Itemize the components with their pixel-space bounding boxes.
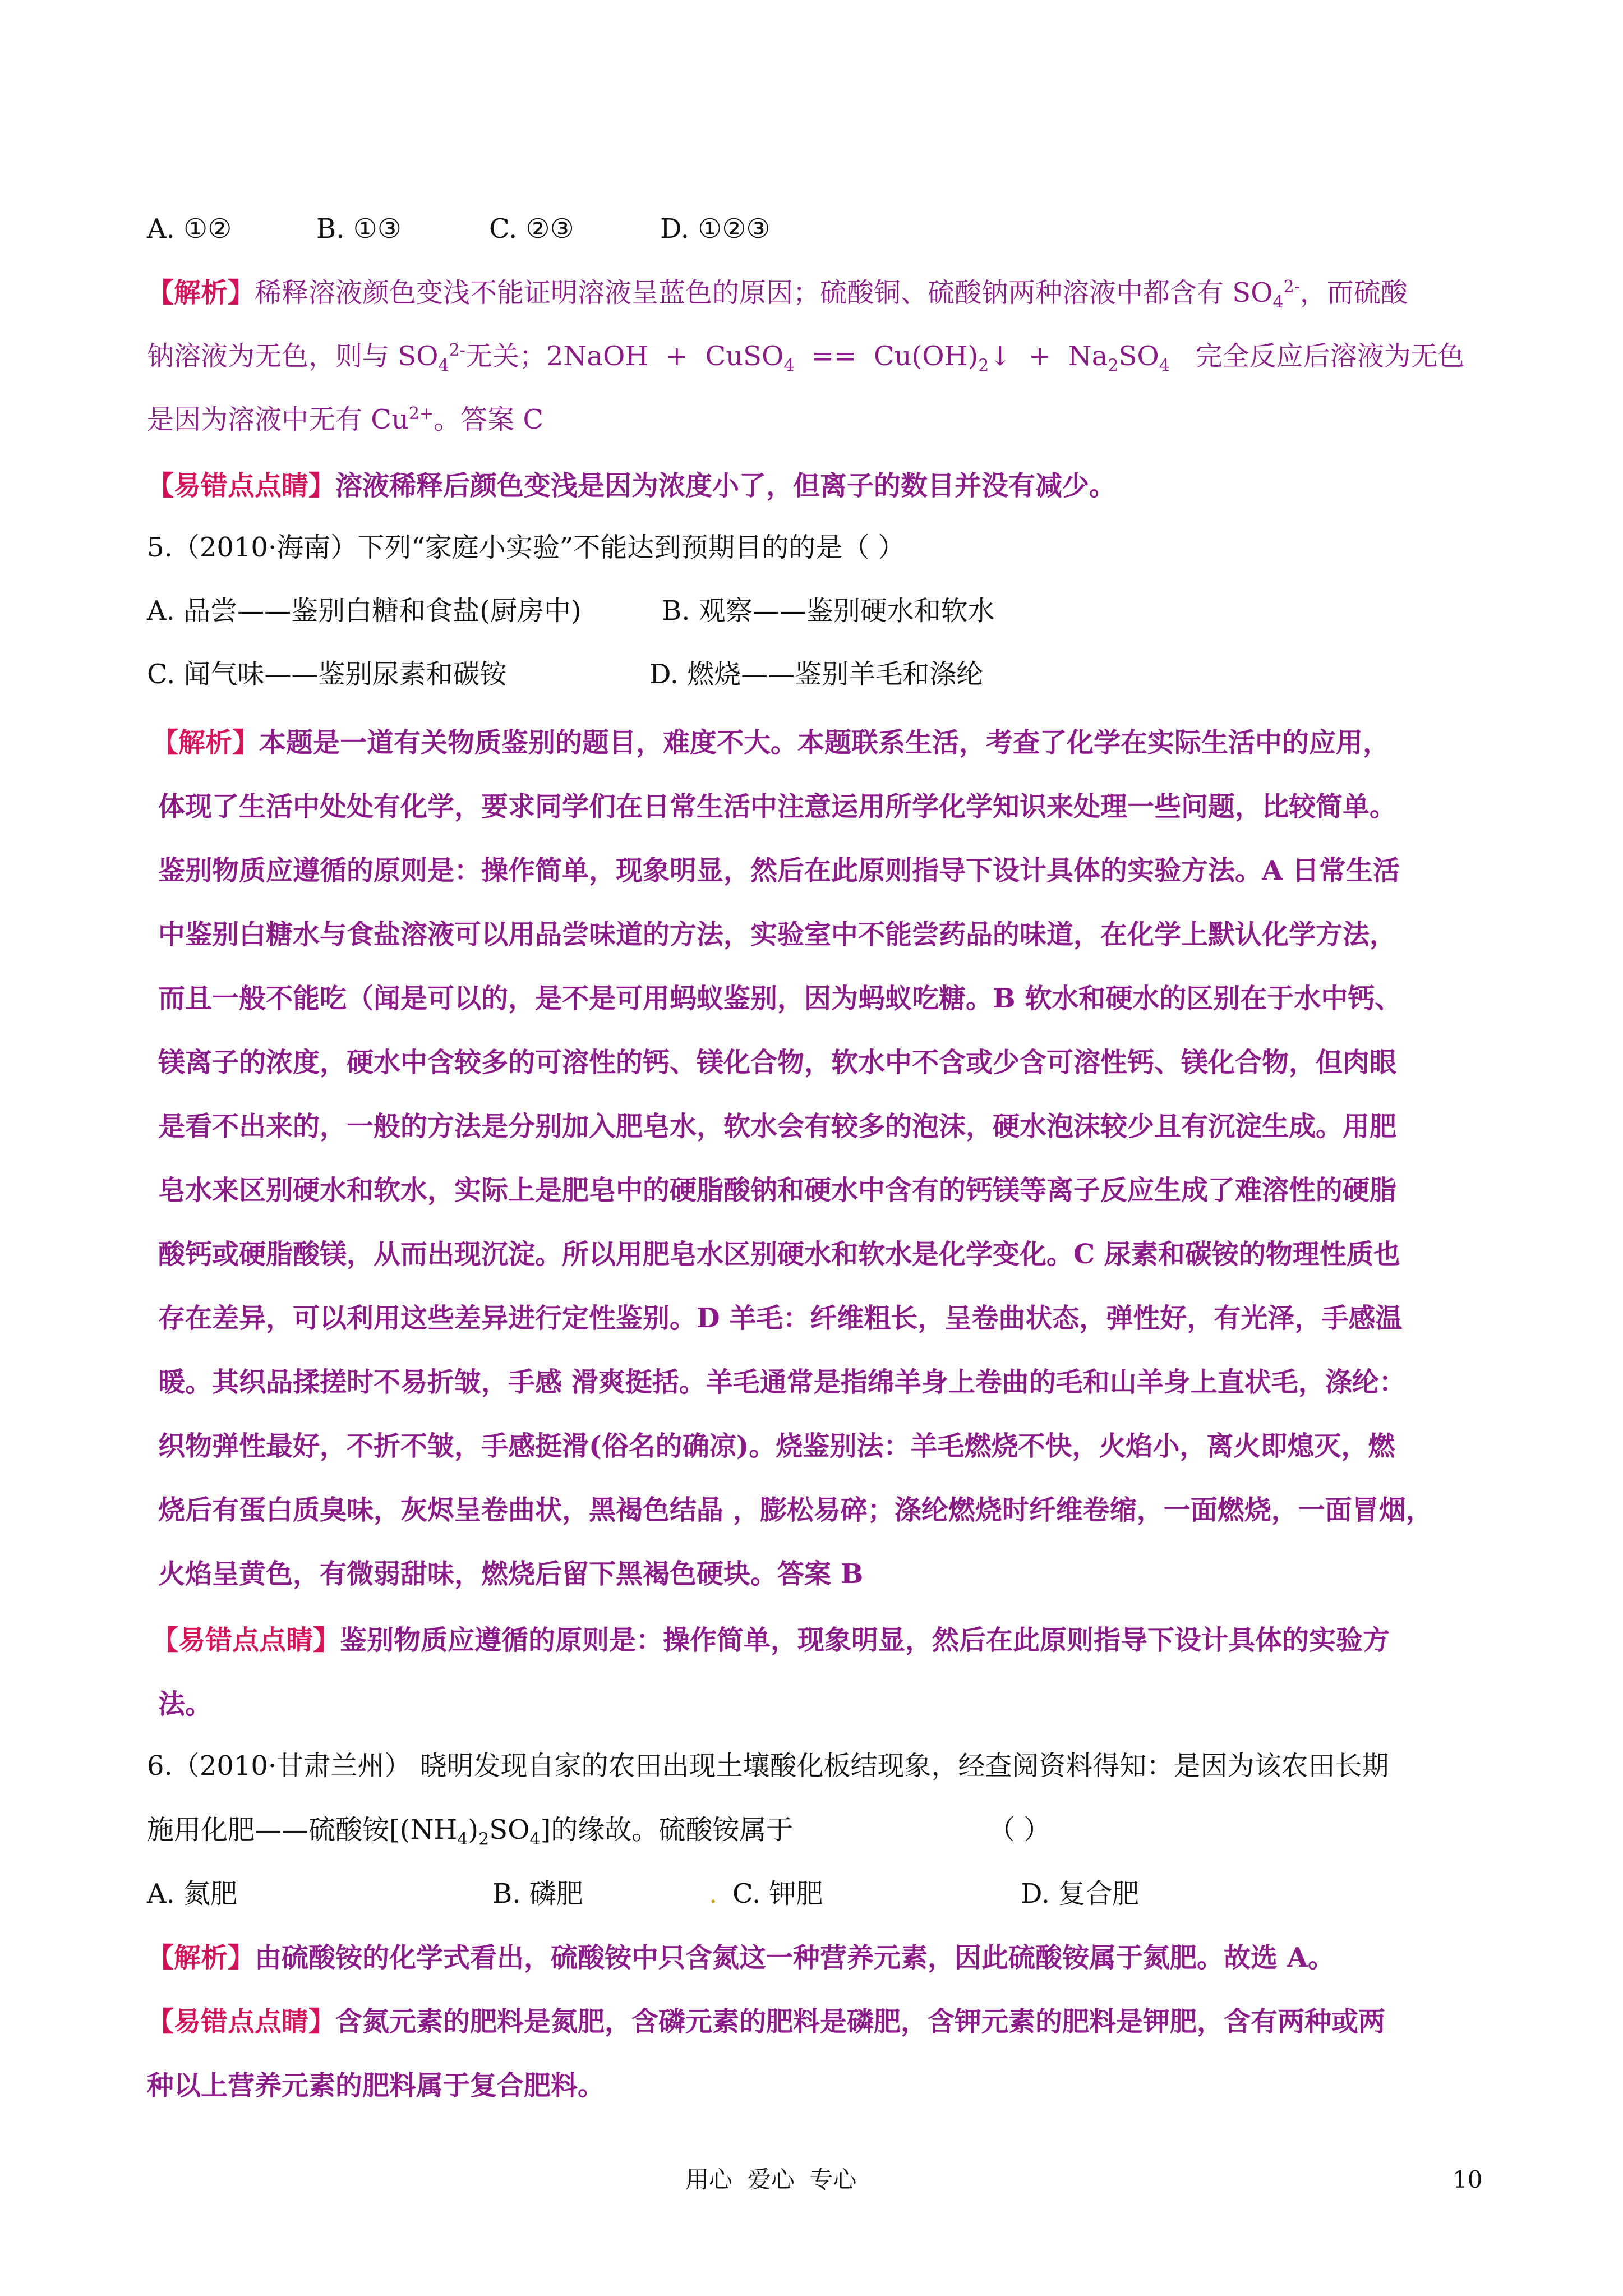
q6-stem-line-1: 6.（2010·甘肃兰州） 晓明发现自家的农田出现土壤酸化板结现象，经查阅资料得知：是因为该农田长期 — [147, 1750, 1389, 1782]
q5-analysis-line: 鉴别物质应遵循的原则是：操作简单，现象明显，然后在此原则指导下设计具体的实验方法。A 日常生活 — [158, 855, 1400, 886]
q4-option-b: B. ①③ — [316, 213, 402, 245]
q6-stem-line-2: 施用化肥——硫酸铵$[(NH_4)_2SO_4]$的缘故。硫酸铵属于 （ ） — [147, 1814, 1051, 1849]
q4-tip-text: 溶液稀释后颜色变浅是因为浓度小了，但离子的数目并没有减少。 — [335, 470, 1117, 501]
footer-motto: 用心 爱心 专心 — [685, 2166, 857, 2193]
q5-tip-tag: 【易错点点睛】 — [151, 1625, 340, 1656]
q6-tip-tag: 【易错点点睛】 — [147, 2006, 336, 2037]
q4-analysis-line-3: 是因为溶液中无有 $Cu^{2+}$。答案 C — [147, 404, 544, 435]
q6-tip-line-1 — [147, 2005, 1385, 2039]
q5-analysis-line: 存在差异，可以利用这些差异进行定性鉴别。D 羊毛：纤维粗长，呈卷曲状态，弹性好，有光泽，手感温 — [158, 1303, 1403, 1334]
q6-option-c: C. 钾肥 — [732, 1878, 823, 1910]
q6-analysis-text: 由硫酸铵的化学式看出，硫酸铵中只含氮这一种营养元素，因此硫酸铵属于氮肥。故选 A。 — [255, 1942, 1335, 1973]
q5-analysis-line: 而且一般不能吃（闻是可以的，是不是可用蚂蚁鉴别，因为蚂蚁吃糖。B 软水和硬水的区别在于水中钙、 — [158, 983, 1402, 1014]
page-number: 10 — [1453, 2166, 1483, 2193]
q5-analysis-line: 织物弹性最好，不折不皱，手感挺滑(俗名的确凉)。烧鉴别法：羊毛燃烧不快，火焰小，离火即熄灭，燃 — [158, 1430, 1395, 1462]
q6-analysis — [147, 1941, 1335, 1975]
q6-option-d: D. 复合肥 — [1021, 1878, 1140, 1910]
q4-option-c: C. ②③ — [489, 213, 574, 245]
q5-analysis-line: 中鉴别白糖水与食盐溶液可以用品尝味道的方法，实验室中不能尝药品的味道，在化学上默认化学方法， — [158, 919, 1397, 950]
q5-tip-text: 鉴别物质应遵循的原则是：操作简单，现象明显，然后在此原则指导下设计具体的实验方 — [340, 1625, 1390, 1656]
q5-analysis-line: 酸钙或硬脂酸镁，从而出现沉淀。所以用肥皂水区别硬水和软水是化学变化。C 尿素和碳铵的物理性质也 — [158, 1239, 1400, 1270]
q6-tip-line-2: 种以上营养元素的肥料属于复合肥料。 — [147, 2070, 605, 2101]
q5-option-d: D. 燃烧——鉴别羊毛和涤纶 — [649, 659, 984, 690]
q5-option-b: B. 观察——鉴别硬水和软水 — [662, 595, 995, 627]
q6-stray-dot: . — [709, 1878, 718, 1910]
q5-analysis-line: 镁离子的浓度，硬水中含较多的可溶性的钙、镁化合物，软水中不含或少含可溶性钙、镁化合物，但肉眼 — [158, 1047, 1397, 1078]
q5-analysis-line: 体现了生活中处处有化学，要求同学们在日常生活中注意运用所学化学知识来处理一些问题，比较简单。 — [158, 791, 1397, 822]
q5-stem: 5.（2010·海南）下列“家庭小实验”不能达到预期目的的是（ ） — [147, 532, 905, 563]
q4-option-d: D. ①②③ — [660, 213, 771, 245]
q4-analysis-line-2: 钠溶液为无色，则与 $SO_4^{2-}$无关；2NaOH + CuSO$_4$ == $Cu(OH)_2↓ + Na_2SO_4$ 完全反应后溶液为无色 — [147, 341, 1465, 376]
q6-tip-text: 含氮元素的肥料是氮肥，含磷元素的肥料是磷肥，含钾元素的肥料是钾肥，含有两种或两 — [335, 2006, 1386, 2037]
q5-tip-line-2: 法。 — [158, 1688, 213, 1720]
q5-analysis-line: 暖。其织品揉搓时不易折皱，手感 滑爽挺括。羊毛通常是指绵羊身上卷曲的毛和山羊身上直状毛，涤纶： — [158, 1366, 1406, 1398]
q6-option-a: A. 氮肥 — [147, 1878, 238, 1910]
q4-analysis-text: 稀释溶液颜色变浅不能证明溶液呈蓝色的原因；硫酸铜、硫酸钠两种溶液中都含有 $SO_4^{2-}$，而硫酸 — [255, 277, 1408, 312]
q6-analysis-tag: 【解析】 — [147, 1942, 255, 1973]
q4-option-a: A. ①② — [147, 213, 232, 245]
q5-analysis-line: 烧后有蛋白质臭味，灰烬呈卷曲状，黑褐色结晶 ，膨松易碎；涤纶燃烧时纤维卷缩，一面燃烧，一面冒烟， — [158, 1494, 1433, 1526]
q5-analysis-line: 皂水来区别硬水和软水，实际上是肥皂中的硬脂酸钠和硬水中含有的钙镁等离子反应生成了难溶性的硬脂 — [158, 1175, 1397, 1206]
q6-answer-paren: （ ） — [988, 1814, 1051, 1846]
q5-analysis-line: 火焰呈黄色，有微弱甜味，燃烧后留下黑褐色硬块。答案 B — [158, 1558, 864, 1590]
q5-option-c: C. 闻气味——鉴别尿素和碳铵 — [147, 659, 507, 690]
q5-analysis-line-1 — [151, 726, 1390, 760]
q5-tip-line-1 — [151, 1623, 1390, 1657]
q4-analysis-line-1 — [147, 276, 1408, 310]
q6-option-b: B. 磷肥 — [492, 1878, 583, 1910]
q5-analysis-tag: 【解析】 — [151, 727, 260, 758]
q5-analysis-line: 是看不出来的，一般的方法是分别加入肥皂水，软水会有较多的泡沫，硬水泡沫较少且有沉淀生成。用肥 — [158, 1111, 1397, 1142]
q4-tip — [147, 469, 1116, 503]
q5-analysis-text: 本题是一道有关物质鉴别的题目，难度不大。本题联系生活，考查了化学在实际生活中的应用， — [259, 727, 1390, 758]
q4-tip-tag: 【易错点点睛】 — [147, 470, 336, 501]
q4-analysis-tag: 【解析】 — [147, 277, 255, 309]
q5-option-a: A. 品尝——鉴别白糖和食盐(厨房中) — [147, 595, 582, 627]
